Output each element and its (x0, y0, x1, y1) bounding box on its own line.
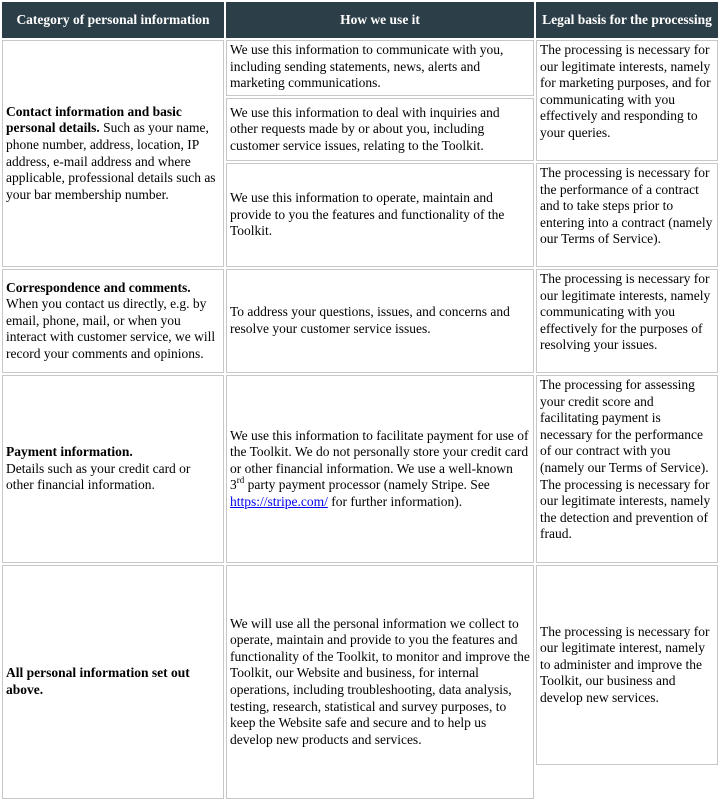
header-legal (536, 2, 718, 38)
legal-contact-2-text: The processing is necessary for the performance of a contract and to take steps prior to entering into a contract (namely our Terms of Service). (540, 165, 713, 247)
how-correspondence-text: To address your questions, issues, and concerns and resolve your customer service issues. (230, 304, 510, 336)
category-contact-text (6, 104, 220, 204)
how-payment-sup: rd (236, 474, 245, 485)
cell-how-contact-1 (226, 40, 534, 96)
header-how (226, 2, 534, 38)
category-correspondence-title: Correspondence and comments. (6, 279, 191, 295)
how-payment-text (230, 428, 530, 511)
category-all-title: All personal information set out above. (6, 665, 190, 697)
how-contact-1-text: We use this information to communicate with you, including sending statements, news, alerts and marketing communications. (230, 42, 504, 91)
category-payment-title-line (6, 444, 220, 461)
cell-how-correspondence (226, 269, 534, 373)
cell-legal-payment (536, 375, 718, 563)
cell-legal-correspondence (536, 269, 718, 373)
category-correspondence-desc: When you contact us directly, e.g. by email, phone, mail, or when you interact with customer service, we will record your comments and opinions. (6, 296, 216, 361)
how-payment-pre: We use this information to facilitate payment for use of the Toolkit. We do not personally store your credit card or other financial information. We use a well-known 3 (230, 427, 529, 493)
stripe-link[interactable]: https://stripe.com/ (230, 493, 328, 509)
how-all-text: We will use all the personal information we collect to operate, maintain and provide to you the features and functionality of the Toolkit, to monitor and improve the Toolkit, our Website and business, for internal operations, including troubleshooting, data analysis, testing, research, statistical and survey purposes, to keep the Website safe and secure and to help us develop new products and services. (230, 615, 530, 747)
cell-legal-all (536, 565, 718, 765)
cell-category-payment (2, 375, 224, 563)
header-how-label: How we use it (340, 11, 420, 27)
category-contact-desc: Such as your name, phone number, address, location, IP address, e-mail address and where applicable, professional details such as your bar membership number. (6, 120, 216, 202)
category-contact-title: Contact information and basic personal details. (6, 103, 182, 136)
legal-payment-1-text: The processing for assessing your credit score and facilitating payment is necessary for the performance of our contract with you (namely our Terms of Service). (540, 377, 709, 475)
cell-category-correspondence (2, 269, 224, 373)
category-payment-desc: Details such as your credit card or other financial information. (6, 460, 191, 493)
legal-all-text: The processing is necessary for our legitimate interest, namely to administer and improve the Toolkit, our business and develop new services. (540, 623, 710, 705)
how-contact-3-text: We use this information to operate, maintain and provide to you the features and functionality of the Toolkit. (230, 190, 505, 239)
legal-correspondence-text: The processing is necessary for our legitimate interests, namely communicating with you effectively for the purposes of resolving your issues. (540, 271, 711, 353)
category-payment-title: Payment information. (6, 444, 133, 460)
cell-how-payment (226, 375, 534, 563)
cell-legal-contact-1 (536, 40, 718, 161)
cell-category-contact (2, 40, 224, 267)
cell-category-all (2, 565, 224, 799)
legal-payment-2-text: The processing is necessary for our legitimate interests, namely the detection and prevention of fraud. (540, 476, 711, 542)
header-legal-label: Legal basis for the processing (542, 12, 712, 27)
header-category (2, 2, 224, 38)
cell-how-all (226, 565, 534, 799)
header-category-label: Category of personal information (16, 11, 210, 27)
legal-contact-1-text: The processing is necessary for our legitimate interests, namely for marketing purposes, and for communicating with you effectively and responding to your queries. (540, 42, 711, 140)
how-payment-post: for further information). (327, 493, 463, 509)
cell-legal-contact-2 (536, 163, 718, 267)
cell-how-contact-2 (226, 98, 534, 161)
cell-how-contact-3 (226, 163, 534, 267)
how-contact-2-text: We use this information to deal with inquiries and other requests made by or about you, including customer service issues, relating to the Toolkit. (230, 104, 500, 153)
category-correspondence-text (6, 280, 220, 363)
how-payment-mid: party payment processor (namely Stripe. See (244, 477, 490, 493)
